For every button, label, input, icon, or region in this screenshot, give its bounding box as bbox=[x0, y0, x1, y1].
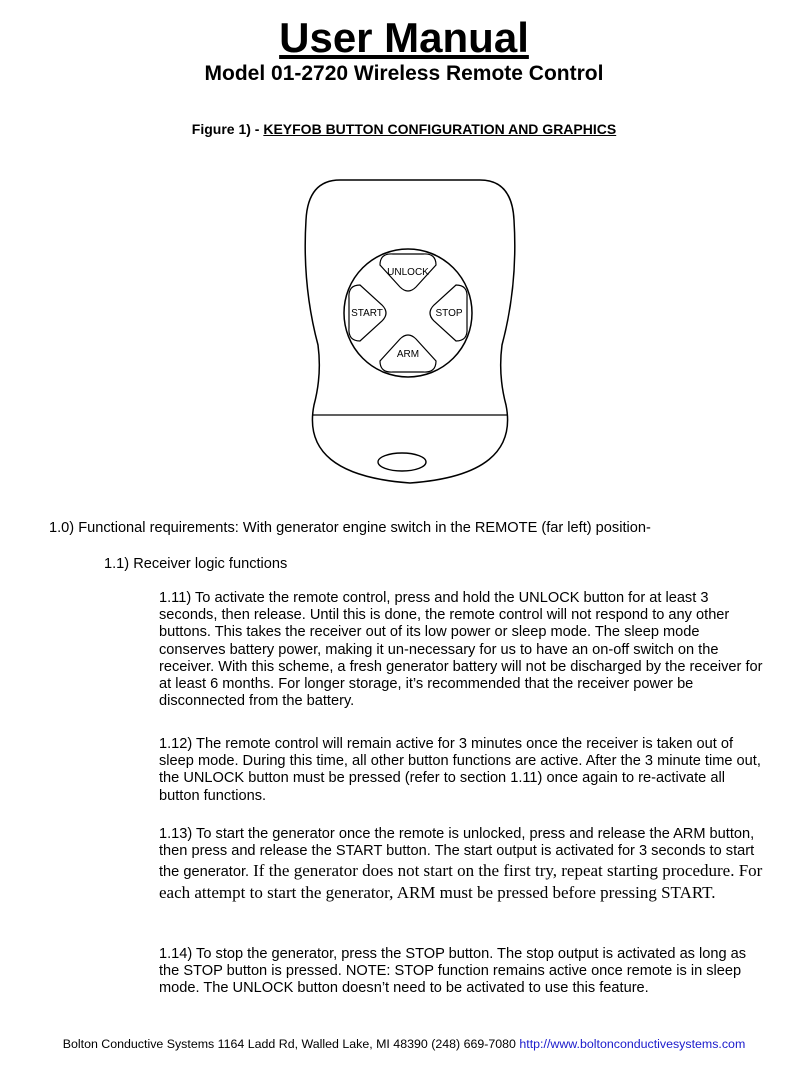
footer bbox=[0, 1036, 808, 1052]
section-1-0: 1.0) Functional requirements: With generator engine switch in the REMOTE (far left) position- bbox=[49, 520, 651, 536]
unlock-label: UNLOCK bbox=[387, 267, 429, 278]
page-subtitle: Model 01-2720 Wireless Remote Control bbox=[204, 62, 604, 85]
start-label: START bbox=[351, 308, 383, 319]
section-1-13-note: If the generator does not start on the first try, repeat starting procedure. For each attempt to start the generator, ARM must be pressed before pressing START. bbox=[159, 861, 763, 902]
figure-caption-title: KEYFOB BUTTON CONFIGURATION AND GRAPHICS bbox=[263, 121, 617, 137]
section-1-13 bbox=[159, 826, 769, 903]
section-1-11: 1.11) To activate the remote control, press and hold the UNLOCK button for at least 3 seconds, then release. Until this is done, the remote control will not respond to any other buttons. This takes the receiver out of its low power or sleep mode. The sleep mode conserves battery power, making it un-necessary for us to have an on-off switch on the receiver. With this scheme, a fresh generator battery will not be discharged by the receiver for at least 6 months. For longer storage, it’s recommended that the receiver power be disconnected from the battery. bbox=[159, 590, 763, 710]
page-title: User Manual bbox=[279, 14, 529, 61]
keyfob-illustration bbox=[290, 175, 530, 490]
figure-caption-prefix: Figure 1) - bbox=[191, 121, 264, 137]
section-1-12: 1.12) The remote control will remain active for 3 minutes once the receiver is taken out of sleep mode. During this time, all other button functions are active. After the 3 minute time out, the UNLOCK button must be pressed (refer to section 1.11) once again to re-activate all button functions. bbox=[159, 736, 761, 804]
arm-label: ARM bbox=[396, 349, 420, 360]
stop-label: STOP bbox=[435, 308, 463, 319]
footer-address: Bolton Conductive Systems 1164 Ladd Rd, Walled Lake, MI 48390 (248) 669-7080 bbox=[62, 1037, 520, 1051]
section-1-13-text: 1.13) To start the generator once the remote is unlocked, press and release the ARM button, then press and release the START button. The start output is activated for 3 seconds to start the generator. bbox=[159, 826, 755, 881]
keyfob-body bbox=[305, 180, 515, 483]
section-1-14: 1.14) To stop the generator, press the STOP button. The stop output is activated as long as the STOP button is pressed. NOTE: STOP function remains active once remote is in sleep mode. The UNLOCK button doesn’t need to be activated to use this feature. bbox=[159, 946, 747, 997]
section-1-1: 1.1) Receiver logic functions bbox=[104, 556, 288, 572]
figure-caption bbox=[0, 120, 808, 138]
keyring-slot bbox=[378, 453, 426, 471]
website-link[interactable]: http://www.boltonconductivesystems.com bbox=[519, 1037, 746, 1051]
